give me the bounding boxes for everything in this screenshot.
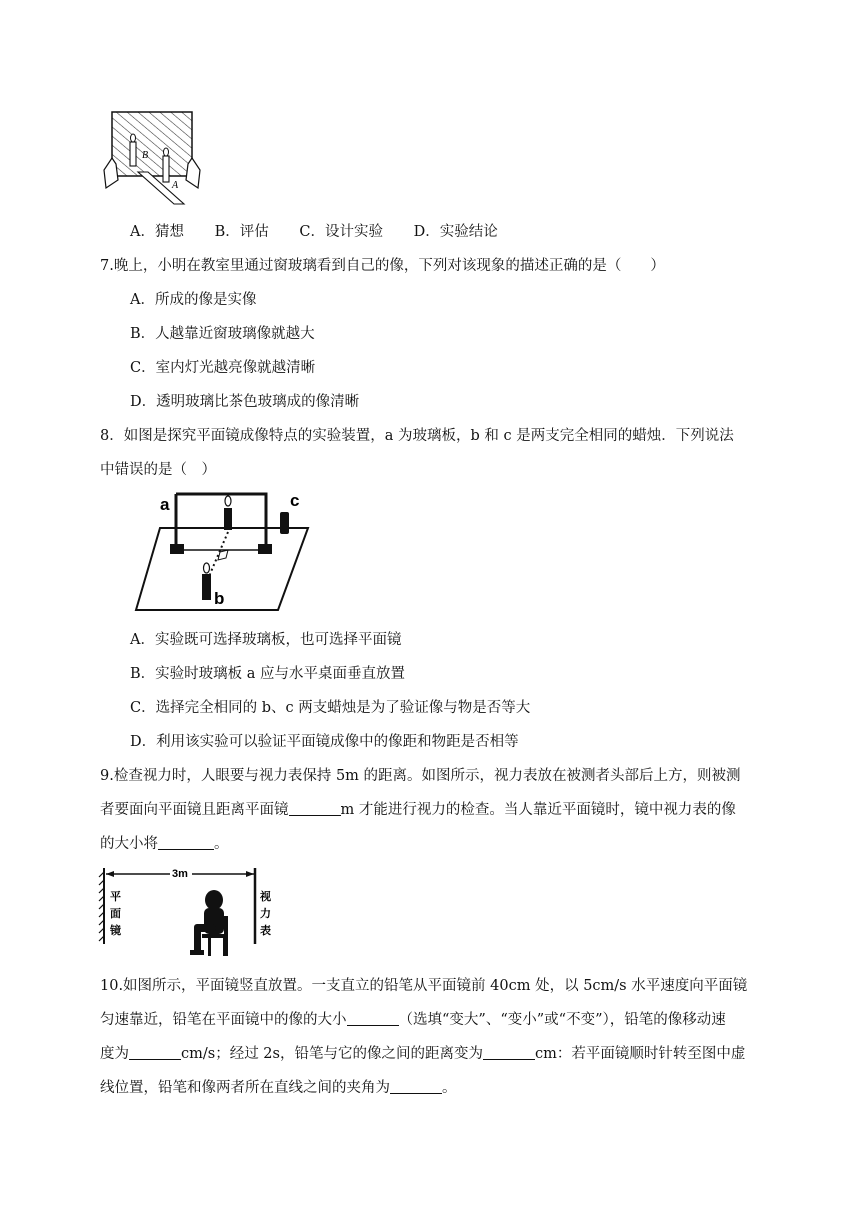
- q7-stem: 7.晚上，小明在教室里通过窗玻璃看到自己的像，下列对该现象的描述正确的是（ ）: [100, 258, 665, 274]
- q7-option-c[interactable]: C．室内灯光越亮像就越清晰: [130, 360, 316, 376]
- q9-figure: [98, 862, 282, 962]
- q10-line3: [100, 1044, 745, 1064]
- q8-option-a[interactable]: A．实验既可选择玻璃板，也可选择平面镜: [130, 632, 402, 648]
- label-b: b: [214, 589, 225, 608]
- q10-blank-2[interactable]: [129, 1045, 181, 1060]
- q8-option-b[interactable]: B．实验时玻璃板 a 应与水平桌面垂直放置: [130, 666, 406, 682]
- q6-option-b[interactable]: B．评估: [214, 224, 269, 240]
- q8-option-c[interactable]: C．选择完全相同的 b、c 两支蜡烛是为了验证像与物是否等大: [130, 700, 531, 716]
- q10-blank-1[interactable]: [347, 1011, 399, 1026]
- candle-c: [280, 512, 289, 534]
- candle-b: [202, 574, 211, 600]
- q6-figure: [100, 108, 210, 206]
- chart-label-3: 表: [260, 924, 271, 937]
- q6-option-c[interactable]: C．设计实验: [299, 224, 383, 240]
- q9-line2-text-b: m 才能进行视力的检查。当人靠近平面镜时，镜中视力表的像: [340, 802, 736, 818]
- candle-a: [163, 156, 169, 182]
- q9-line2-text-a: 者要面向平面镜且距离平面镜: [100, 802, 289, 818]
- q6-option-d[interactable]: D．实验结论: [413, 224, 498, 240]
- q8-option-d[interactable]: D．利用该实验可以验证平面镜成像中的像距和物距是否相等: [130, 734, 519, 750]
- glass-plate: [112, 112, 192, 176]
- label-c: c: [290, 491, 300, 510]
- q10-line3-text-a: 度为: [100, 1046, 129, 1062]
- q9-line3: [100, 834, 229, 854]
- q10-line2-text-a: 匀速靠近，铅笔在平面镜中的像的大小: [100, 1012, 347, 1028]
- label-a: A: [172, 180, 179, 191]
- q10-blank-4[interactable]: [390, 1079, 442, 1094]
- q7-option-a[interactable]: A．所成的像是实像: [130, 292, 257, 308]
- q10-blank-3[interactable]: [483, 1045, 535, 1060]
- q10-line1: 10.如图所示，平面镜竖直放置。一支直立的铅笔从平面镜前 40cm 处，以 5cm/s 水平速度向平面镜: [100, 978, 748, 994]
- q6-options: [130, 222, 524, 242]
- mirror-label-2: 面: [110, 907, 121, 920]
- q10-line4: [100, 1078, 457, 1098]
- q10-line4-text-b: 。: [442, 1080, 457, 1096]
- q9-line1: 9.检查视力时，人眼要与视力表保持 5m 的距离。如图所示，视力表放在被测者头部后上方，则被测: [100, 768, 741, 784]
- q9-line2: [100, 800, 736, 820]
- chart-label-1: 视: [260, 890, 271, 903]
- q10-line4-text-a: 线位置，铅笔和像两者所在直线之间的夹角为: [100, 1080, 390, 1096]
- q9-line3-text-b: 。: [214, 836, 229, 852]
- q8-stem-line1: 8．如图是探究平面镜成像特点的实验装置，a 为玻璃板，b 和 c 是两支完全相同的蜡烛．下列说法: [100, 428, 734, 444]
- mirror-label-3: 镜: [110, 924, 121, 937]
- q7-option-d[interactable]: D．透明玻璃比茶色玻璃成的像清晰: [130, 394, 360, 410]
- distance-label: 3m: [172, 868, 188, 880]
- q10-line2-text-b: （选填“变大”、“变小”或“不变”），铅笔的像移动速: [398, 1012, 726, 1028]
- label-a: a: [160, 495, 170, 514]
- q9-blank-1[interactable]: [289, 801, 341, 816]
- q9-line3-text-a: 的大小将: [100, 836, 158, 852]
- q8-stem-line2: 中错误的是（ ）: [100, 462, 216, 478]
- seated-person: [190, 890, 228, 956]
- q8-figure: [130, 488, 320, 616]
- q9-blank-2[interactable]: [158, 835, 214, 850]
- q10-line3-text-b: cm/s；经过 2s，铅笔与它的像之间的距离变为: [181, 1046, 483, 1062]
- q6-option-a[interactable]: A．猜想: [130, 224, 184, 240]
- q7-option-b[interactable]: B．人越靠近窗玻璃像就越大: [130, 326, 315, 342]
- mirror-label-1: 平: [110, 890, 121, 903]
- candle-image: [224, 508, 232, 530]
- candle-b: [130, 142, 136, 166]
- q10-line2: [100, 1010, 726, 1030]
- chart-label-2: 力: [260, 907, 271, 920]
- q10-line3-text-c: cm：若平面镜顺时针转至图中虚: [534, 1046, 746, 1062]
- label-b: B: [142, 150, 149, 161]
